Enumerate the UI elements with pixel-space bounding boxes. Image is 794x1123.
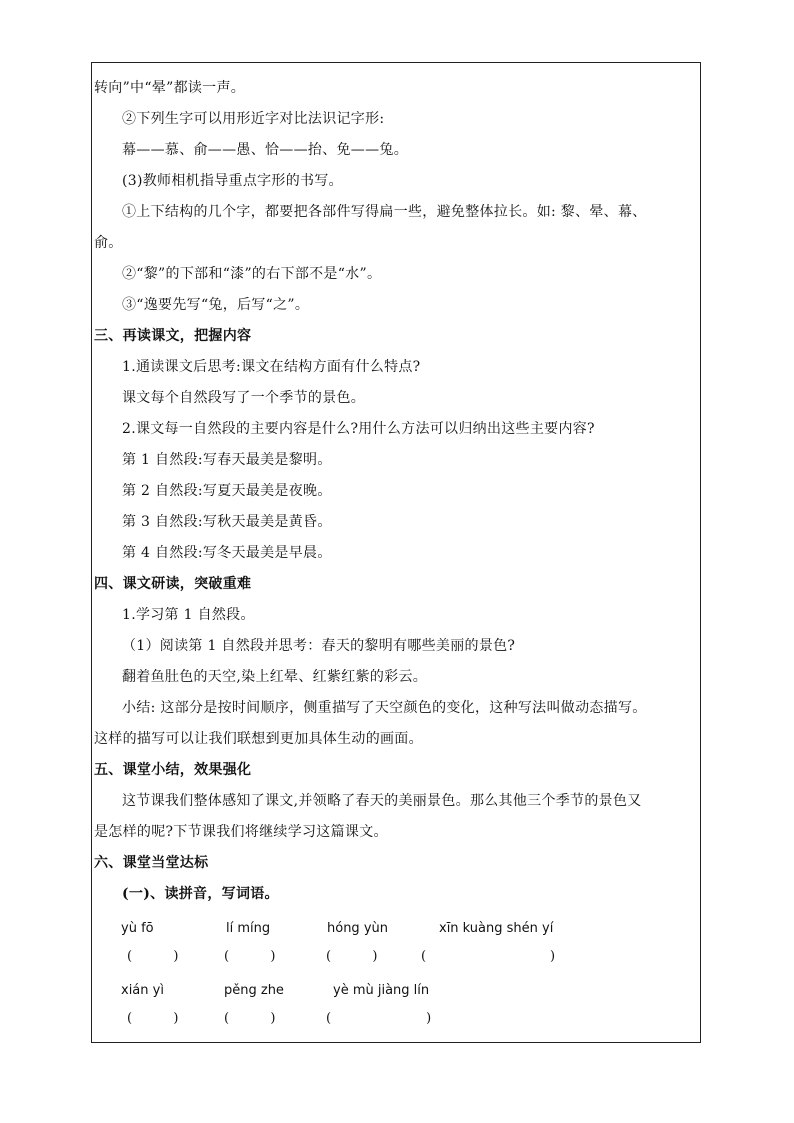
answer-blank: ( )	[326, 1011, 432, 1026]
answer-blank: ( )	[127, 949, 179, 964]
pinyin-label: lí míng	[226, 921, 271, 936]
answer-blank: ( )	[326, 949, 378, 964]
section-heading: 五、课堂小结，效果强化	[94, 762, 252, 778]
text-line: 俞。	[94, 235, 123, 251]
text-line: (3)教师相机指导重点字形的书写。	[122, 173, 343, 189]
text-line: 幕——慕、俞——愚、恰——抬、免——兔。	[122, 142, 408, 158]
text-line: 第 1 自然段:写春天最美是黎明。	[122, 452, 332, 468]
pinyin-label: yè mù jiàng lín	[333, 983, 430, 998]
answer-blank: ( )	[224, 1011, 276, 1026]
section-heading: 三、再读课文，把握内容	[94, 328, 252, 344]
text-line: ③“逸要先写“兔，后写“之”。	[122, 297, 310, 313]
text-line: ②下列生字可以用形近字对比法识记字形:	[122, 111, 385, 127]
answer-blank: ( )	[421, 949, 556, 964]
pinyin-label: xīn kuàng shén yí	[439, 921, 554, 936]
section-heading: 四、课文研读，突破重难	[94, 576, 252, 592]
text-line: 2.课文每一自然段的主要内容是什么?用什么方法可以归纳出这些主要内容?	[122, 421, 595, 437]
exercise-heading: (一)、读拼音，写词语。	[122, 886, 279, 902]
text-line: 这样的描写可以让我们联想到更加具体生动的画面。	[94, 731, 423, 747]
section-heading: 六、课堂当堂达标	[94, 855, 209, 871]
text-line: 课文每个自然段写了一个季节的景色。	[122, 390, 366, 406]
text-line: （1）阅读第 1 自然段并思考：春天的黎明有哪些美丽的景色?	[122, 638, 516, 654]
pinyin-label: hóng yùn	[327, 921, 388, 936]
text-line: 小结: 这部分是按时间顺序，侧重描写了天空颜色的变化，这种写法叫做动态描写。	[122, 700, 647, 716]
text-line: 是怎样的呢?下节课我们将继续学习这篇课文。	[94, 824, 388, 840]
text-line: 第 2 自然段:写夏天最美是夜晚。	[122, 483, 332, 499]
text-line: 第 3 自然段:写秋天最美是黄昏。	[122, 514, 332, 530]
text-line: 1.学习第 1 自然段。	[122, 607, 255, 623]
text-line: 转向”中“晕”都读一声。	[94, 80, 246, 96]
answer-blank: ( )	[224, 949, 276, 964]
pinyin-label: xián yì	[121, 983, 164, 998]
pinyin-label: yù fō	[121, 921, 154, 936]
text-line: ①上下结构的几个字，都要把各部件写得扁一些，避免整体拉长。如: 黎、晕、幕、	[122, 204, 647, 220]
text-line: 第 4 自然段:写冬天最美是早晨。	[122, 545, 332, 561]
text-line: 1.通读课文后思考:课文在结构方面有什么特点?	[122, 359, 421, 375]
pinyin-label: pěng zhe	[224, 983, 284, 998]
text-line: 翻着鱼肚色的天空,染上红晕、红紫红紫的彩云。	[122, 669, 428, 685]
text-line: ②“黎”的下部和“漆”的右下部不是“水”。	[122, 266, 382, 282]
answer-blank: ( )	[127, 1011, 179, 1026]
text-line: 这节课我们整体感知了课文,并领略了春天的美丽景色。那么其他三个季节的景色又	[122, 793, 642, 809]
